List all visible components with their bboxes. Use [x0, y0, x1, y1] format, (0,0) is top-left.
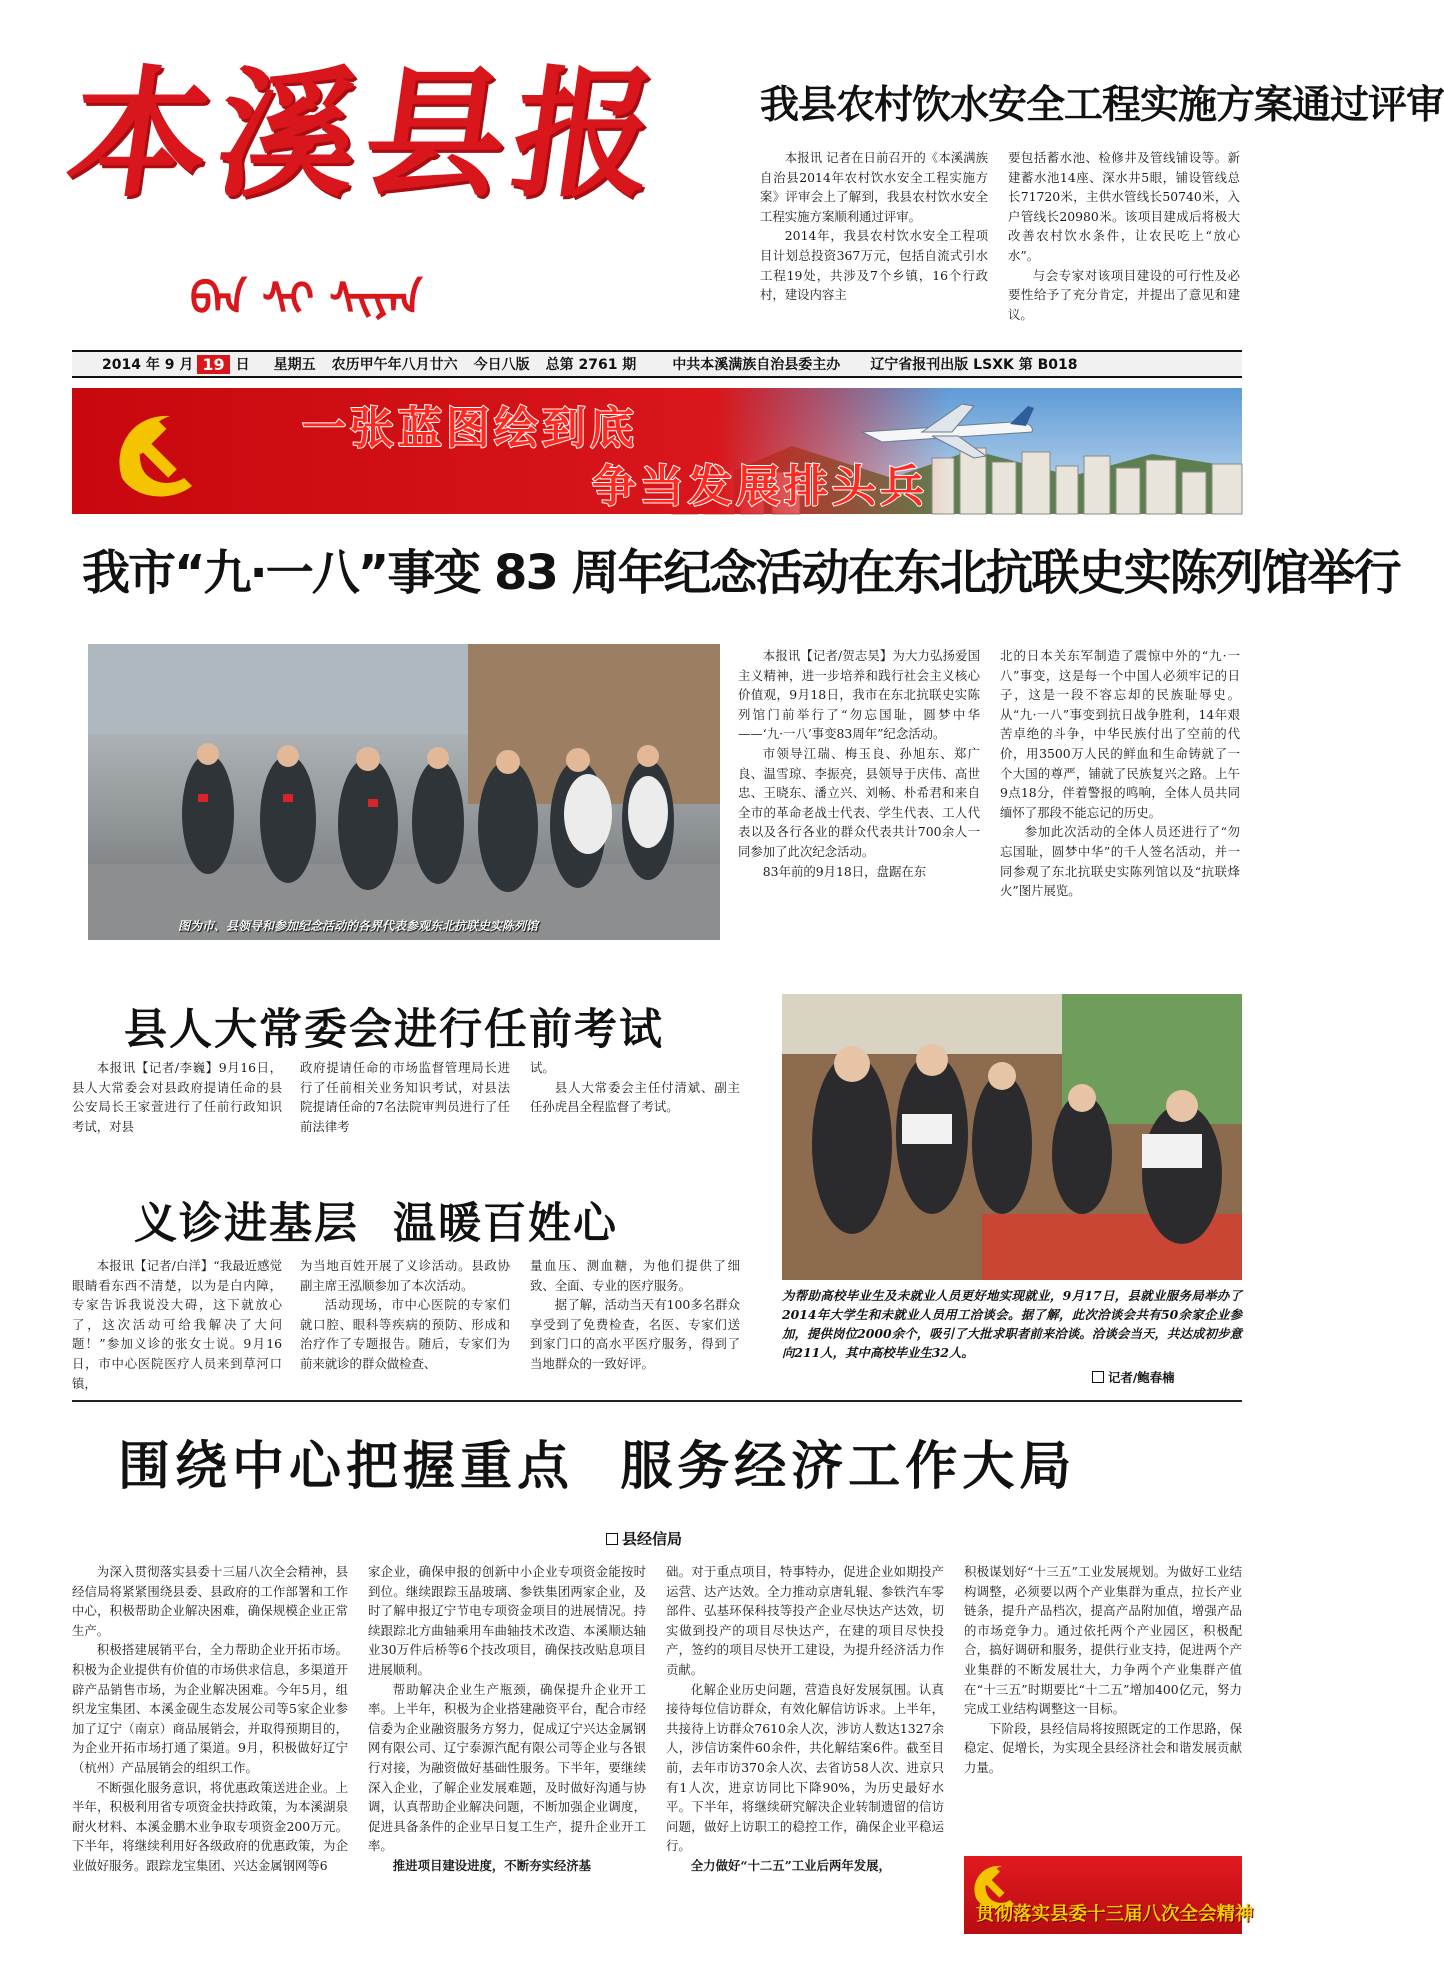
- clinic-story-headline: 义诊进基层 温暖百姓心: [134, 1199, 618, 1249]
- econ-story-byline: [606, 1528, 682, 1549]
- promo-text: 贯彻落实县委十三届八次全会精神: [976, 1904, 1254, 1925]
- paragraph: 据了解，活动当天有100多名群众享受到了免费检查，名医、专家们送到家门口的高水平医疗服务，得到了当地群众的一致好评。: [530, 1297, 740, 1371]
- job-fair-caption-text: 为帮助高校毕业生及未就业人员更好地实现就业，9月17日，县就业服务局举办了2014年大学生和未就业人员用工洽谈会。据了解，此次洽谈会共有50余家企业参加，提供岗位2000余个，吸引了大批求职者前来洽谈。洽谈会当天，共达成初步意向211人，其中高校毕业生32人。: [782, 1288, 1242, 1360]
- econ-story-col-3: [666, 1562, 944, 1952]
- paragraph: 础。对于重点项目，特事特办，促进企业如期投产运营、达产达效。全力推动京唐轧辊、参铁汽车零部件、弘基环保科技等投产企业尽快达产达效，切实做到投产的项目尽快达产，在建的项目尽快投产，签约的项目尽快开工建设，为提升经济活力作贡献。: [666, 1564, 944, 1677]
- paragraph: 帮助解决企业生产瓶颈，确保提升企业开工率。上半年，积极为企业搭建融资平台，配合市经信委为企业融资服务方努力，促成辽宁兴达金属钢网有限公司、辽宁泰源汽配有限公司等企业与各银行对接，为融资做好基础性服务。下半年，要继续深入企业，了解企业发展难题，及时做好沟通与协调，认真帮助企业解决问题，不断加强企业调度，促进具备条件的企业早日复工生产，提升企业开工率。: [368, 1681, 646, 1854]
- econ-story-col-1: [72, 1562, 348, 1952]
- paragraph: 北的日本关东军制造了震惊中外的“九·一八”事变，这是每一个中国人必须牢记的日子，这是一段不容忘却的民族耻辱史。从“九·一八”事变到抗日战争胜利，14年艰苦卓绝的斗争，中华民族付出了空前的代价，用3500万人民的鲜血和生命铸就了一个大国的尊严，铺就了民族复兴之路。上午9点18分，伴着警报的鸣响，全体人员共同缅怀了那段不能忘记的历史。: [1000, 648, 1240, 820]
- paragraph: 积极搭建展销平台，全力帮助企业开拓市场。积极为企业提供有价值的市场供求信息，多渠道开辟产品销售市场，为企业解决困难。今年5月，组织龙宝集团、本溪金砚生态发展公司等5家企业参加了辽宁（南京）商品展销会，并取得预期目的，为企业开拓市场打通了渠道。9月，积极做好辽宁（杭州）产品展销会的组织工作。: [72, 1642, 348, 1775]
- paragraph: 要包括蓄水池、检修井及管线铺设等。新建蓄水池14座、深水井5眼，铺设管线总长71720米，主供水管线长50740米，入户管线长20980米。该项目建成后将极大改善农村饮水条件，让农民吃上“放心水”。: [1008, 150, 1240, 263]
- exam-story-col-3: [530, 1058, 740, 1138]
- date-license: 辽宁省报刊出版 LSXK 第 B018: [870, 357, 1078, 373]
- date-year-month: 2014 年 9 月: [102, 357, 194, 373]
- econ-story-headline: 围绕中心把握重点 服务经济工作大局: [118, 1436, 1077, 1497]
- paragraph: 积极谋划好“十三五”工业发展规划。为做好工业结构调整，必须要以两个产业集群为重点，拉长产业链条，提升产品档次，提高产品附加值，增强产品的市场竞争力。通过依托两个产业园区，积极配合，搞好调研和服务，提供行业支持，促进两个产业集群的不断发展壮大，力争两个产业集群产值在“十三五”时期要比“十二五”增加400亿元，努力完成工业结构调整这一目标。: [964, 1564, 1242, 1717]
- paragraph: 试。: [530, 1060, 555, 1075]
- date-day-suffix: 日: [235, 357, 250, 373]
- paragraph: 与会专家对该项目建设的可行性及必要性给予了充分肯定，并提出了意见和建议。: [1008, 267, 1240, 322]
- date-strip: [72, 350, 1242, 378]
- econ-story-byline-text: 县经信局: [622, 1530, 683, 1548]
- lead-story-col-1: [738, 646, 980, 942]
- exam-story-col-2: [300, 1058, 510, 1138]
- job-fair-byline-text: 记者/鲍春楠: [1108, 1370, 1175, 1385]
- lead-story-headline: 我市“九·一八”事变 83 周年纪念活动在东北抗联史实陈列馆举行: [82, 545, 1400, 601]
- paragraph: 下阶段，县经信局将按照既定的工作思路，保稳定、促增长，为实现全县经济社会和谐发展贡献力量。: [964, 1720, 1242, 1775]
- masthead-mongolian-script: ᠪᠡᠨ ᠰᠢ ᠰᠢᠶᠠᠨ: [190, 274, 423, 325]
- paragraph: 政府提请任命的市场监督管理局长进行了任前相关业务知识考试，对县法院提请任命的7名法院审判员进行了任前法律考: [300, 1060, 510, 1134]
- paragraph: 本报讯【记者/贺志昊】为大力弘扬爱国主义精神，进一步培养和践行社会主义核心价值观，9月18日，我市在东北抗联史实陈列馆门前举行了“勿忘国耻，圆梦中华——‘九·一八’事变83周年”纪念活动。: [738, 648, 980, 742]
- paragraph: 本报讯【记者/李巍】9月16日，县人大常委会对县政府提请任命的县公安局长王家萱进行了任前行政知识考试，对县: [72, 1060, 282, 1134]
- banner-slogan-line-2: 争当发展排头兵: [592, 461, 928, 512]
- lead-story-col-2: [1000, 646, 1240, 942]
- date-lunar: 农历甲午年八月廿六: [331, 357, 458, 373]
- paragraph: 参加此次活动的全体人员还进行了“勿忘国耻，圆梦中华”的千人签名活动，并一同参观了东北抗联史实陈列馆以及“抗联烽火”图片展览。: [1000, 824, 1240, 899]
- clinic-story-col-1: [72, 1256, 282, 1406]
- paragraph: 为深入贯彻落实县委十三届八次全会精神，县经信局将紧紧围绕县委、县政府的工作部署和工作中心，积极帮助企业解决困难，确保规模企业正常生产。: [72, 1564, 348, 1638]
- paragraph: 本报讯【记者/白洋】“我最近感觉眼睛看东西不清楚，以为是白内障，专家告诉我说没大碍，这下就放心了，这次活动可给我解决了大问题！”参加义诊的张女士说。9月16日，市中心医院医疗人员来到草河口镇，: [72, 1258, 282, 1391]
- lead-story-photo: [88, 644, 720, 940]
- top-story-headline: 我县农村饮水安全工程实施方案通过评审: [760, 83, 1444, 128]
- date-day: 19: [197, 355, 229, 374]
- clinic-story-col-3: [530, 1256, 740, 1406]
- masthead-title: 本溪县报: [58, 53, 674, 217]
- paragraph: 推进项目建设进度，不断夯实经济基: [392, 1857, 592, 1873]
- econ-story-col-2: [368, 1562, 646, 1952]
- paragraph: 家企业，确保申报的创新中小企业专项资金能按时到位。继续跟踪玉晶玻璃、参铁集团两家企业，及时了解申报辽宁节电专项资金项目的进展情况。持续跟踪北方曲轴乘用车曲轴技术改造、本溪顺达轴业30万件后桥等6个技改项目，确保技改贴息项目进展顺利。: [368, 1564, 646, 1677]
- paragraph: 化解企业历史问题，营造良好发展氛围。认真接待每位信访群众，有效化解信访诉求。上半年，共接待上访群众7610余人次，涉访人数达1327余人，涉信访案件60余件，共化解结案6件。截至目前，去年市访370余人次、去省访58人次、进京只有1人次，进京访同比下降90%，为历史最好水平。下半年，将继续研究解决企业转制遗留的信访问题，做好上访职工的稳控工作，确保企业平稳运行。: [666, 1681, 944, 1854]
- job-fair-byline: [1092, 1368, 1174, 1386]
- date-edition: 今日八版: [473, 357, 530, 373]
- paragraph: 2014年，我县农村饮水安全工程项目计划总投资367万元，包括自流式引水工程19处，共涉及7个乡镇，16个行政村，建设内容主: [760, 228, 988, 303]
- paragraph: 83年前的9月18日，盘踞在东: [762, 863, 927, 879]
- paragraph: 量血压、测血糖，为他们提供了细致、全面、专业的医疗服务。: [530, 1258, 740, 1293]
- clinic-story-col-2: [300, 1256, 510, 1406]
- paragraph: 为当地百姓开展了义诊活动。县政协副主席王泓顺参加了本次活动。: [300, 1258, 510, 1293]
- paragraph: 本报讯 记者在日前召开的《本溪满族自治县2014年农村饮水安全工程实施方案》评审会上了解到，我县农村饮水安全工程实施方案顺利通过评审。: [760, 150, 988, 224]
- paragraph: 不断强化服务意识，将优惠政策送进企业。上半年，积极利用省专项资金扶持政策，为本溪湖泉耐火材料、本溪金鹏木业争取专项资金200万元。下半年，将继续利用好各级政府的优惠政策，为企业做好服务。跟踪龙宝集团、兴达金属钢网等6: [72, 1779, 348, 1873]
- date-issue: 总第 2761 期: [545, 357, 637, 373]
- date-weekday: 星期五: [273, 357, 316, 373]
- top-story-col-1: [760, 148, 988, 323]
- econ-story-col-4: [964, 1562, 1242, 1852]
- byline-box-icon: [606, 1533, 618, 1545]
- party-promo-box: [964, 1856, 1254, 1934]
- banner-slogan-line-1: 一张蓝图绘到底: [302, 403, 638, 454]
- job-fair-caption: [782, 1286, 1242, 1362]
- paragraph: 市领导江瑞、梅玉良、孙旭东、郑广良、温雪琼、李振亮，县领导于庆伟、高世忠、王晓东、潘立兴、刘畅、朴希君和来自全市的革命老战士代表、学生代表、工人代表以及各行各业的群众代表共计700余人一同参加了此次纪念活动。: [738, 745, 980, 859]
- paragraph: 活动现场，市中心医院的专家们就口腔、眼科等疾病的预防、形成和治疗作了专题报告。随后，专家们为前来就诊的群众做检查、: [300, 1297, 510, 1371]
- job-fair-photo: [782, 994, 1242, 1280]
- date-sponsor: 中共本溪满族自治县委主办: [672, 357, 841, 373]
- job-fair-image: [782, 994, 1242, 1280]
- paragraph: 全力做好“十二五”工业后两年发展，: [690, 1857, 891, 1873]
- slogan-banner: [72, 388, 1242, 514]
- exam-story-headline: 县人大常委会进行任前考试: [124, 1005, 664, 1055]
- byline-box-icon: [1092, 1371, 1104, 1383]
- exam-story-col-1: [72, 1058, 282, 1138]
- top-story-col-2: [1008, 148, 1240, 323]
- masthead: [60, 40, 720, 330]
- paragraph: 县人大常委会主任付清斌、副主任孙虎昌全程监督了考试。: [530, 1079, 740, 1115]
- memorial-visit-image: [88, 644, 720, 940]
- section-divider: [72, 1400, 1242, 1402]
- photo-caption-overlay: 图为市、县领导和参加纪念活动的各界代表参观东北抗联史实陈列馆: [178, 919, 539, 933]
